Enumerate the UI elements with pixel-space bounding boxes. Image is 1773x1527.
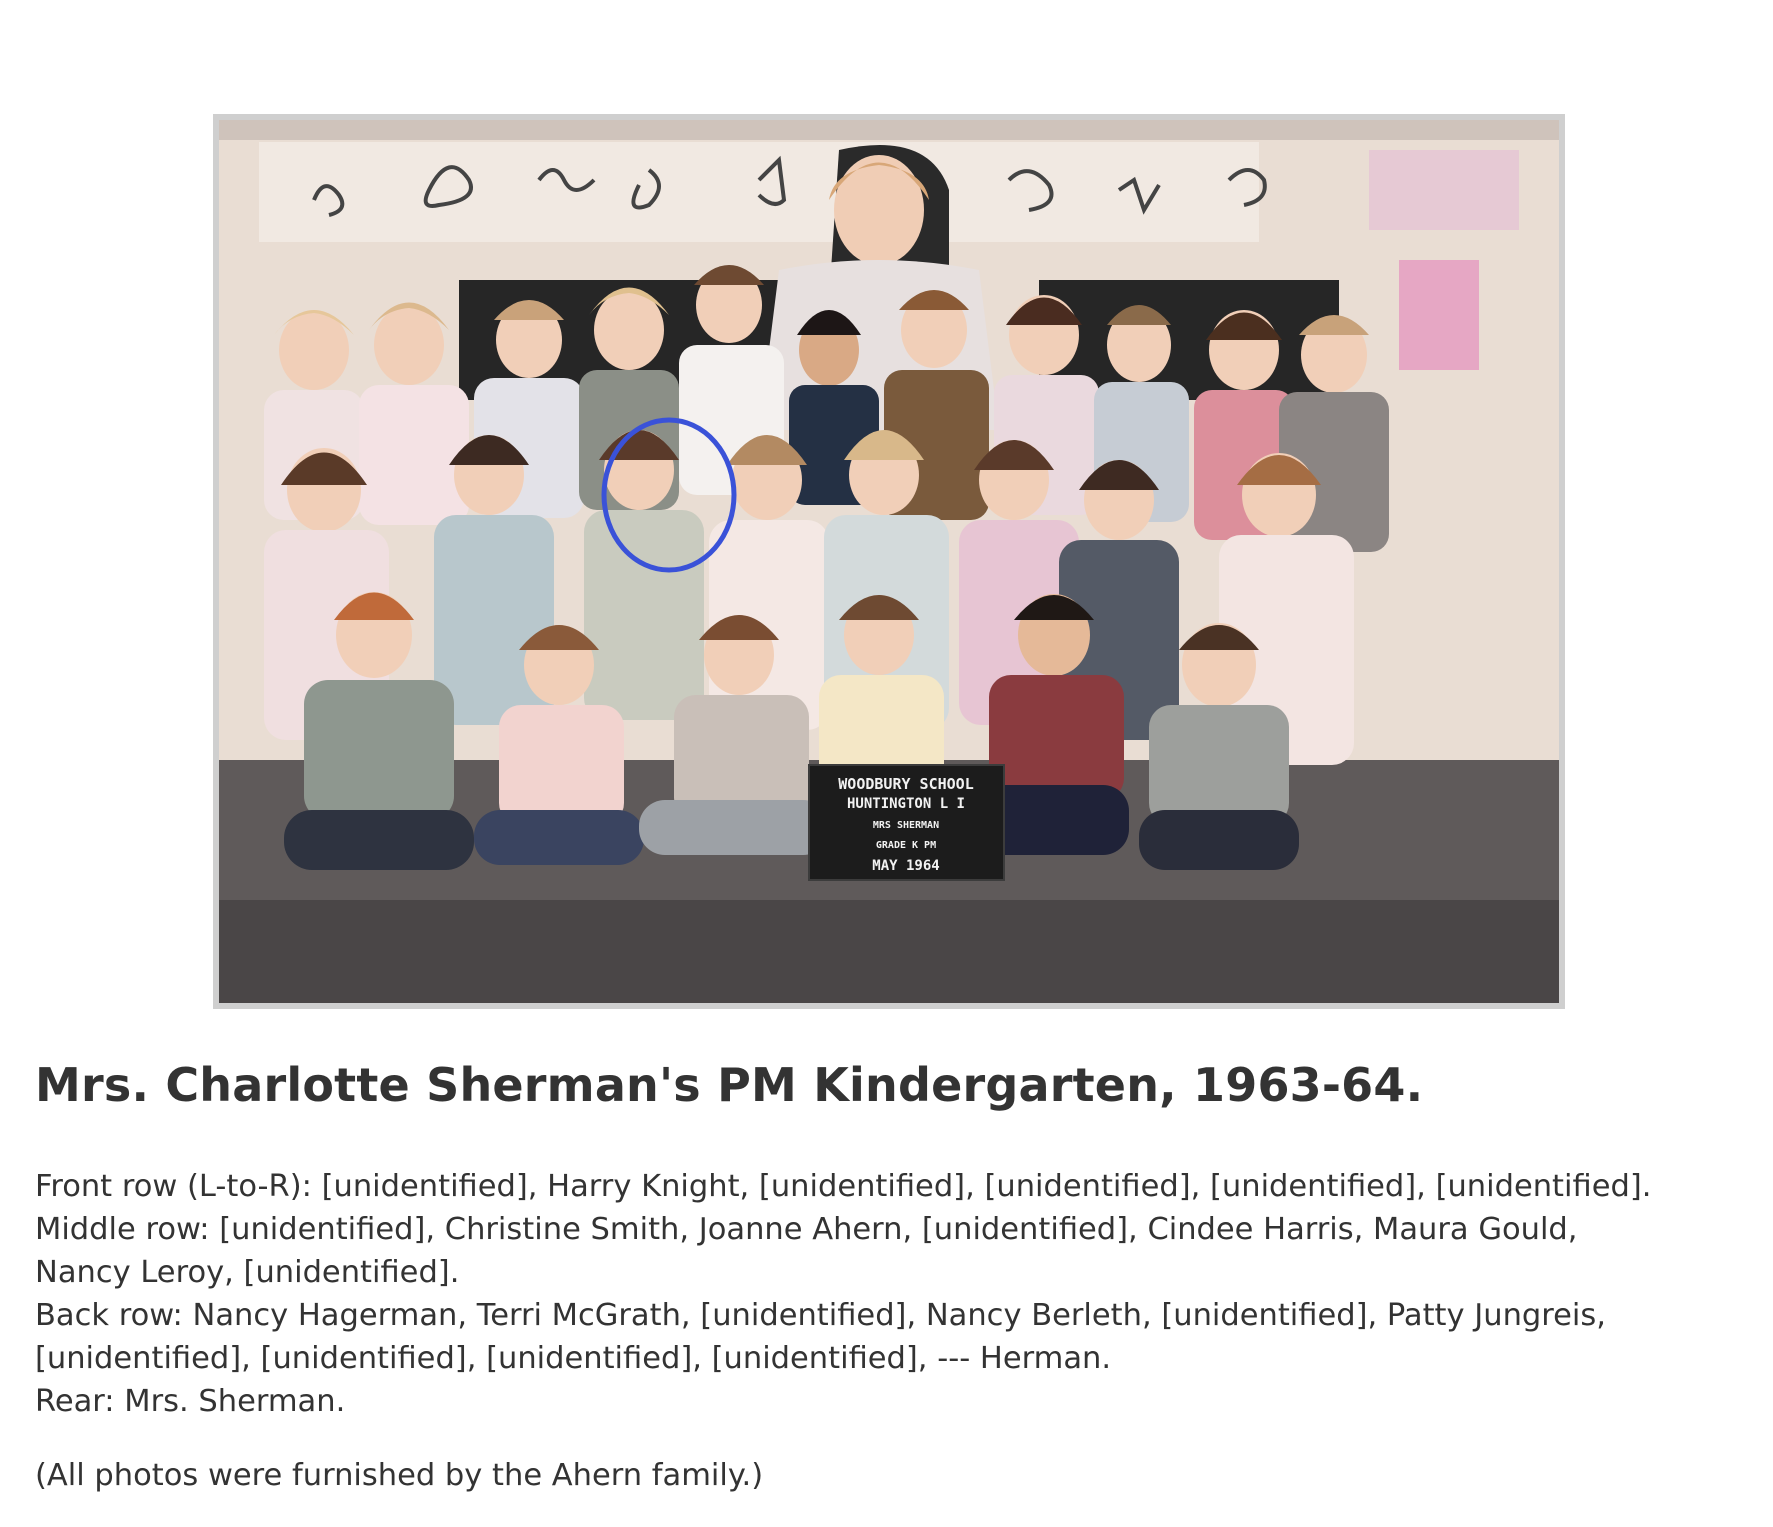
class-photo <box>213 114 1565 1009</box>
pink-sign <box>1369 150 1519 230</box>
caption-line-middle-row-cont: Nancy Leroy, [unidentified]. <box>35 1255 460 1290</box>
caption-body <box>35 1165 1755 1423</box>
caption-line-back-row: Back row: Nancy Hagerman, Terri McGrath, [unidentified], Nancy Berleth, [unidentified], Patty Jungreis, <box>35 1298 1606 1333</box>
school-sign-line: HUNTINGTON L I <box>846 796 966 812</box>
art-strip <box>259 142 1259 242</box>
caption-line-front-row: Front row (L-to-R): [unidentified], Harry Knight, [unidentified], [unidentified], [unidentified], [unidentified]. <box>35 1169 1652 1204</box>
photo-wall-top <box>219 120 1559 140</box>
caption-line-back-row-cont: [unidentified], [unidentified], [unidentified], [unidentified], --- Herman. <box>35 1341 1112 1376</box>
photo-floor-tiles <box>219 900 1559 1003</box>
school-sign <box>809 765 1004 880</box>
pink-poster <box>1399 260 1479 370</box>
caption-line-rear: Rear: Mrs. Sherman. <box>35 1384 346 1419</box>
caption-line-middle-row: Middle row: [unidentified], Christine Smith, Joanne Ahern, [unidentified], Cindee Harris, Maura Gould, <box>35 1212 1578 1247</box>
school-sign-line: GRADE K PM <box>875 840 937 851</box>
photo-credit: (All photos were furnished by the Ahern family.) <box>35 1458 764 1493</box>
caption-title: Mrs. Charlotte Sherman's PM Kindergarten, 1963-64. <box>35 1058 1424 1112</box>
school-sign-line: WOODBURY SCHOOL <box>838 775 974 793</box>
school-sign-line: MAY 1964 <box>872 858 940 874</box>
class-photo-image <box>219 120 1559 1003</box>
school-sign-line: MRS SHERMAN <box>872 820 940 831</box>
